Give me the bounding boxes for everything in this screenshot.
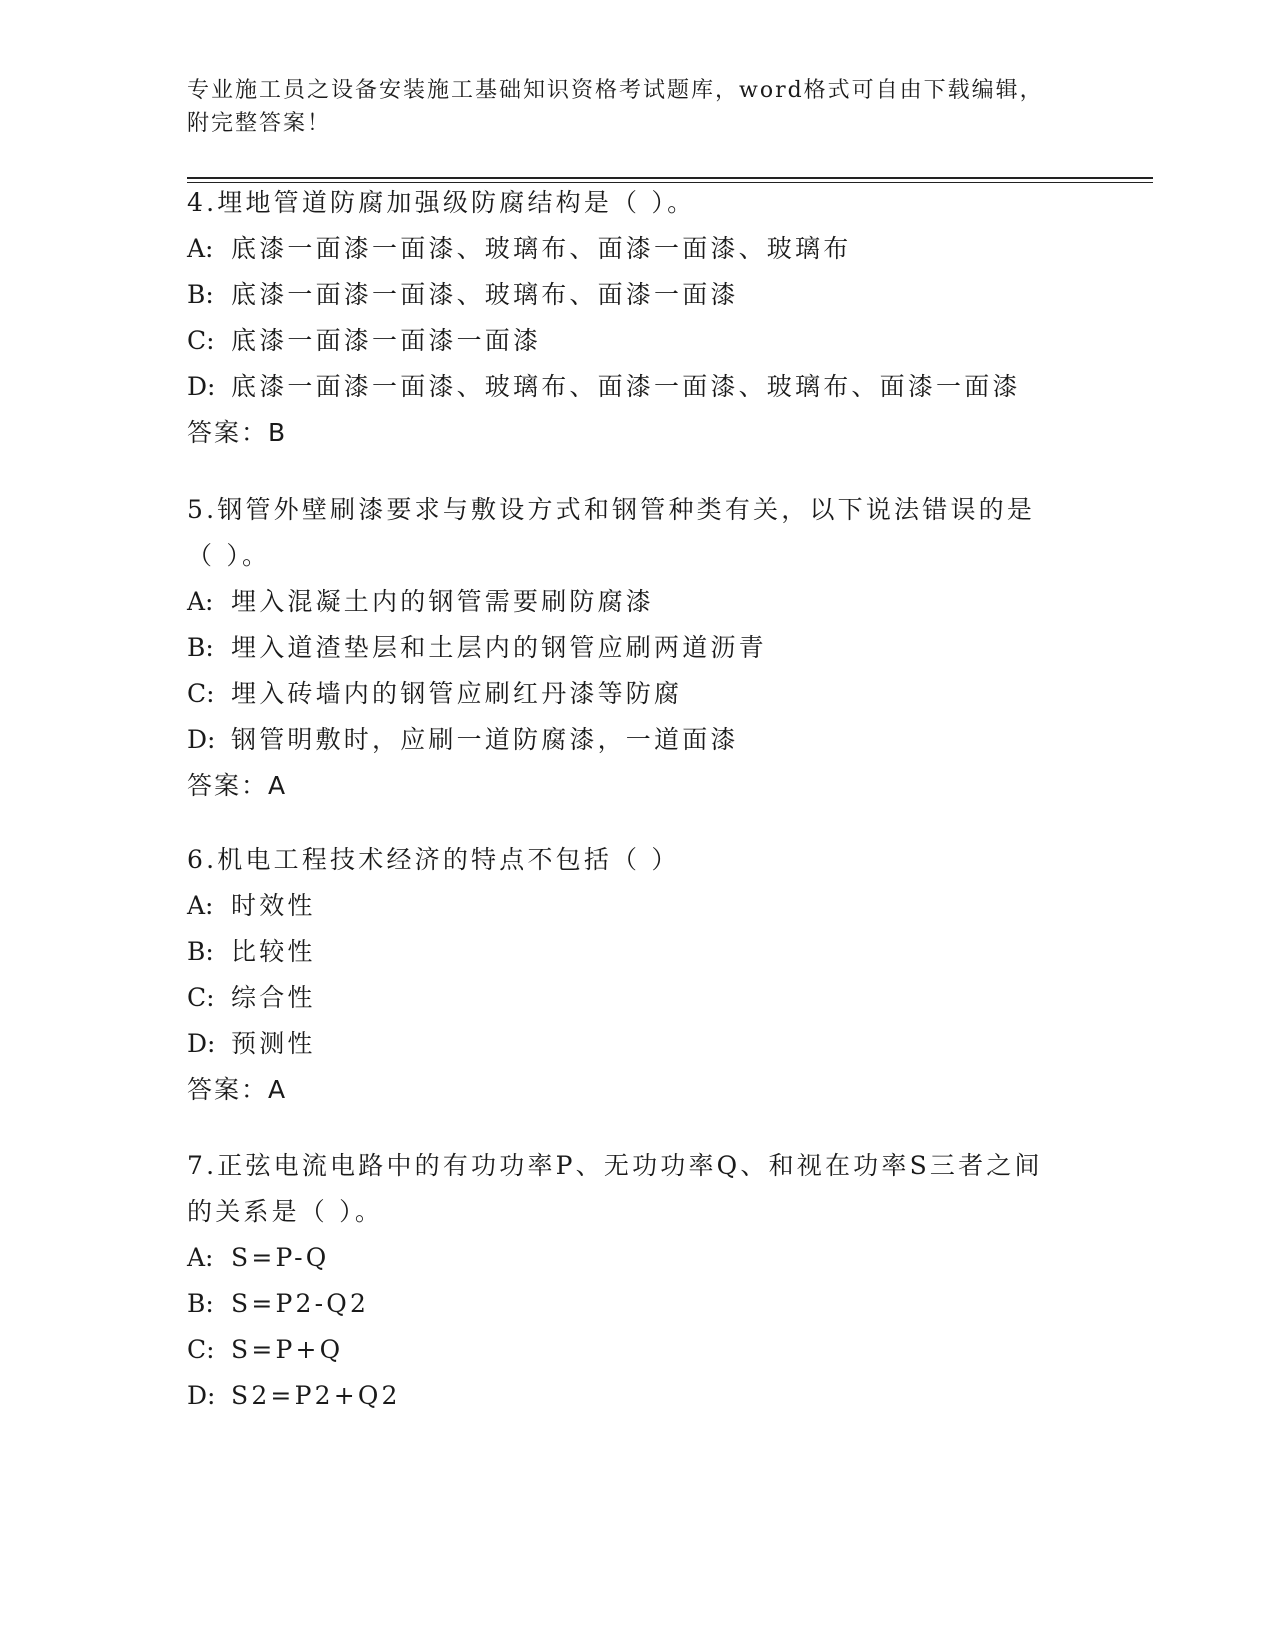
- option-d: D: S2=P2+Q2: [187, 1381, 401, 1410]
- option-c: C: S=P+Q: [187, 1335, 344, 1364]
- option-c: C: 综合性: [187, 983, 316, 1012]
- question-stem: 6.机电工程技术经济的特点不包括（ ）: [187, 845, 680, 874]
- question-stem: 7.正弦电流电路中的有功功率P、无功功率Q、和视在功率S三者之间的关系是（ ）。: [187, 1151, 1043, 1226]
- header-divider-thick: [187, 177, 1153, 179]
- question-stem: 4.埋地管道防腐加强级防腐结构是（ ）。: [187, 188, 696, 217]
- option-d: D: 预测性: [187, 1029, 316, 1058]
- option-b: B: 埋入道渣垫层和土层内的钢管应刷两道沥青: [187, 633, 767, 662]
- option-d: D: 底漆一面漆一面漆、玻璃布、面漆一面漆、玻璃布、面漆一面漆: [187, 372, 1021, 401]
- header-line-2: 附完整答案！: [187, 111, 332, 136]
- option-c: C: 底漆一面漆一面漆一面漆: [187, 326, 542, 355]
- option-b: B: S=P2-Q2: [187, 1289, 370, 1318]
- question-5: [187, 487, 1037, 809]
- option-b: B: 底漆一面漆一面漆、玻璃布、面漆一面漆: [187, 280, 739, 309]
- header-line-1: 专业施工员之设备安装施工基础知识资格考试题库，word格式可自由下载编辑，: [187, 78, 1044, 103]
- option-d: D: 钢管明敷时，应刷一道防腐漆，一道面漆: [187, 725, 739, 754]
- option-a: A: 底漆一面漆一面漆、玻璃布、面漆一面漆、玻璃布: [187, 234, 852, 263]
- answer: 答案：B: [187, 418, 286, 447]
- option-c: C: 埋入砖墙内的钢管应刷红丹漆等防腐: [187, 679, 683, 708]
- answer: 答案：A: [187, 1075, 286, 1104]
- question-4: [187, 180, 1087, 456]
- option-a: A: S=P-Q: [187, 1243, 330, 1272]
- document-header: [187, 74, 1067, 140]
- option-a: A: 时效性: [187, 891, 316, 920]
- option-b: B: 比较性: [187, 937, 316, 966]
- option-a: A: 埋入混凝土内的钢管需要刷防腐漆: [187, 587, 655, 616]
- question-7: [187, 1143, 1057, 1419]
- question-6: [187, 837, 1087, 1113]
- question-stem: 5.钢管外壁刷漆要求与敷设方式和钢管种类有关，以下说法错误的是（ ）。: [187, 495, 1036, 570]
- answer: 答案：A: [187, 771, 286, 800]
